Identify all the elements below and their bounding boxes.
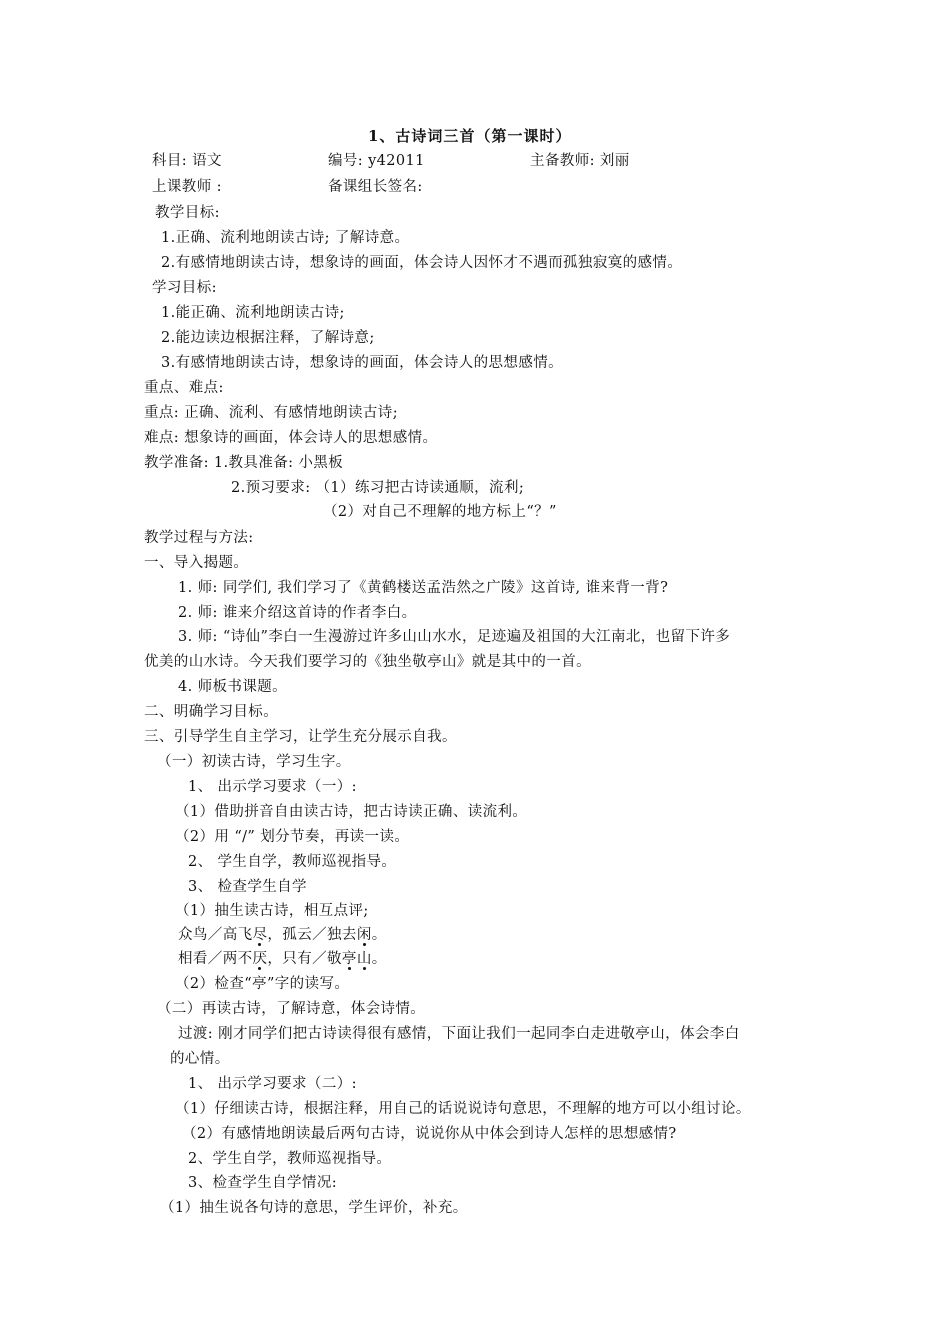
list-item: （1）借助拼音自由读古诗，把古诗读正确、读流利。	[175, 804, 528, 820]
learning-goal-item: 3.有感情地朗读古诗，想象诗的画面，体会诗人的思想感情。	[161, 355, 564, 371]
section-heading: 三、引导学生自主学习，让学生充分展示自我。	[144, 729, 457, 745]
dotted-character: 闲	[356, 927, 372, 943]
meta-lead-teacher: 主备教师: 刘丽	[530, 153, 630, 169]
list-item: （1）仔细读古诗，根据注释，用自己的话说说诗句意思，不理解的地方可以小组讨论。	[175, 1101, 751, 1117]
list-item: 3、检查学生自学情况:	[188, 1175, 338, 1191]
meta-class-teacher: 上课教师 :	[152, 179, 222, 195]
list-item: 3、 检查学生自学	[188, 879, 307, 895]
poem-text: 。	[371, 951, 387, 967]
list-item-continued: 优美的山水诗。今天我们要学习的《独坐敬亭山》就是其中的一首。	[144, 654, 591, 670]
poem-text: 。	[371, 927, 387, 943]
list-item: （2）有感情地朗读最后两句古诗，说说你从中体会到诗人怎样的思想感情?	[182, 1126, 677, 1142]
list-item: 2、学生自学，教师巡视指导。	[188, 1151, 392, 1167]
list-item: 2. 师: 谁来介绍这首诗的作者李白。	[178, 605, 417, 621]
dotted-character: 尽	[252, 927, 268, 943]
list-item: 4. 师板书课题。	[178, 679, 288, 695]
dotted-character: 厌	[252, 951, 268, 967]
section-heading: 一、导入揭题。	[144, 555, 249, 571]
key-points-heading: 重点、难点:	[144, 380, 224, 396]
learning-goal-item: 1.能正确、流利地朗读古诗;	[161, 305, 345, 321]
list-item: （2）检查“亭”字的读写。	[175, 976, 350, 992]
poem-line	[178, 949, 387, 969]
teaching-goals-heading: 教学目标:	[155, 205, 220, 221]
process-heading: 教学过程与方法:	[144, 530, 254, 546]
meta-group-sign: 备课组长签名:	[328, 179, 423, 195]
list-item: 3. 师: “诗仙”李白一生漫游过许多山山水水，足迹遍及祖国的大江南北，也留下许多	[178, 629, 731, 645]
teaching-goal-item: 2.有感情地朗读古诗，想象诗的画面，体会诗人因怀才不遇而孤独寂寞的感情。	[161, 255, 683, 271]
poem-text: 众鸟／高飞	[178, 927, 253, 943]
list-item: 1、 出示学习要求（二）:	[188, 1076, 357, 1092]
learning-goals-heading: 学习目标:	[152, 280, 217, 296]
list-item: 1、 出示学习要求（一）:	[188, 779, 357, 795]
subsection-heading: （二）再读古诗，了解诗意，体会诗情。	[157, 1001, 426, 1017]
section-heading: 二、明确学习目标。	[144, 704, 279, 720]
transition-text: 过渡: 刚才同学们把古诗读得很有感情，下面让我们一起同李白走进敬亭山，体会李白	[178, 1026, 740, 1042]
transition-text-continued: 的心情。	[170, 1051, 230, 1067]
meta-code: 编号: y42011	[328, 153, 425, 169]
subsection-heading: （一）初读古诗，学习生字。	[157, 754, 351, 770]
key-point: 重点: 正确、流利、有感情地朗读古诗;	[144, 405, 398, 421]
preparation-line: 2.预习要求: （1）练习把古诗读通顺，流利;	[231, 480, 525, 496]
difficult-point: 难点: 想象诗的画面，体会诗人的思想感情。	[144, 430, 438, 446]
list-item: 2、 学生自学，教师巡视指导。	[188, 854, 397, 870]
poem-text: ，孤云／独去	[267, 927, 357, 943]
poem-line	[178, 925, 387, 945]
list-item: 1. 师: 同学们, 我们学习了《黄鹤楼送孟浩然之广陵》这首诗, 谁来背一背?	[178, 580, 669, 596]
list-item: （1）抽生读古诗，相互点评;	[175, 903, 369, 919]
poem-text: ，只有／敬	[267, 951, 342, 967]
poem-text: 相看／两不	[178, 951, 253, 967]
dotted-character: 山	[356, 951, 372, 967]
preparation-line: （2）对自己不理解的地方标上“？”	[323, 504, 557, 520]
meta-subject: 科目: 语文	[152, 153, 222, 169]
learning-goal-item: 2.能边读边根据注释，了解诗意;	[161, 330, 375, 346]
list-item: （1）抽生说各句诗的意思，学生评价，补充。	[160, 1200, 468, 1216]
list-item: （2）用 “/” 划分节奏，再读一读。	[175, 829, 410, 845]
preparation-line: 教学准备: 1.教具准备: 小黑板	[144, 455, 344, 471]
page-title: 1、古诗词三首（第一课时）	[368, 127, 572, 145]
teaching-goal-item: 1.正确、流利地朗读古诗; 了解诗意。	[161, 230, 410, 246]
dotted-character: 亭	[341, 951, 357, 967]
